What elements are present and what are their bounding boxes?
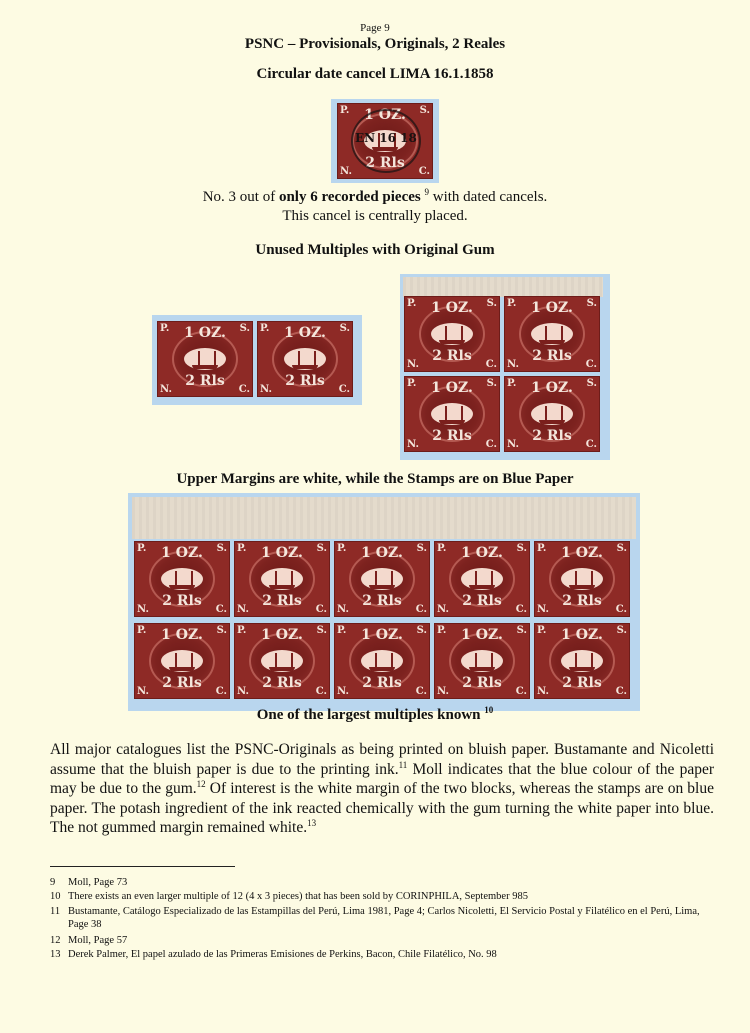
- upper-margin: [132, 497, 636, 539]
- stamp-block-of-four: [400, 274, 610, 460]
- stamp: 1 OZ. 2 Rls P. S. N. C.: [234, 541, 330, 617]
- footnote: 9 Moll, Page 73: [50, 877, 128, 888]
- footnote-divider: [50, 866, 235, 867]
- footnote: 11 Bustamante, Catálogo Especializado de las Estampillas del Perú, Lima 1981, Page 4; Carlos Nicoletti, El Servicio Postal y Filatélico en el Perú, Lima, Page 38: [50, 906, 700, 930]
- stamp: 1 OZ. 2 Rls P. S. N. C.: [534, 541, 630, 617]
- stamp-block-of-ten: [128, 493, 640, 711]
- stamp-pair: [152, 315, 362, 405]
- body-paragraph: All major catalogues list the PSNC-Originals as being printed on bluish paper. Bustamante and Nicoletti assume that the bluish paper is due to the printing ink.$^{11}$ Moll indicates that the blue colour of the paper may be due to the gum.$^{12}$ Of interest is the white margin of the two blocks, whereas the stamps are on blue paper. The potash ingredient of the ink reacted chemically with the gum turning the white paper into blue. The not gummed margin remained white.$^{13}$: [50, 741, 714, 836]
- stamp: 1 OZ. 2 Rls P. S. N. C.: [434, 541, 530, 617]
- stamp: 1 OZ. 2 Rls P. S. N. C.: [334, 541, 430, 617]
- single-stamp-frame: [331, 99, 439, 183]
- cancel-caption-line2: This cancel is centrally placed.: [282, 208, 468, 224]
- stamp-single-cancelled: 1 OZ. 2 Rls P. S. N. C. EN 16 18: [337, 103, 433, 179]
- margin-caption: Upper Margins are white, while the Stamps are on Blue Paper: [176, 471, 574, 487]
- page-title: PSNC – Provisionals, Originals, 2 Reales: [244, 36, 506, 52]
- stamp: 1 OZ. 2 Rls P. S. N. C.: [134, 541, 230, 617]
- stamp: 1 OZ. 2 Rls P. S. N. C.: [134, 623, 230, 699]
- stamp: 1 OZ. 2 Rls P. S. N. C.: [157, 321, 253, 397]
- footnote: 12 Moll, Page 57: [50, 935, 128, 946]
- page-number: Page 9: [360, 22, 390, 34]
- multiples-heading: Unused Multiples with Original Gum: [255, 242, 495, 258]
- stamp: 1 OZ. 2 Rls P. S. N. C.: [404, 296, 500, 372]
- cancel-caption-line1: No. 3 out of only 6 recorded pieces $^9$ with dated cancels.: [202, 187, 548, 205]
- cancel-heading: Circular date cancel LIMA 16.1.1858: [256, 66, 494, 82]
- stamp: 1 OZ. 2 Rls P. S. N. C.: [534, 623, 630, 699]
- cancel-text: EN 16 18: [355, 131, 417, 145]
- stamp: 1 OZ. 2 Rls P. S. N. C.: [434, 623, 530, 699]
- stamp: 1 OZ. 2 Rls P. S. N. C.: [404, 376, 500, 452]
- stamp: 1 OZ. 2 Rls P. S. N. C.: [257, 321, 353, 397]
- stamp: 1 OZ. 2 Rls P. S. N. C.: [334, 623, 430, 699]
- footnote: 10 There exists an even larger multiple of 12 (4 x 3 pieces) that has been sold by CORINPHILA, September 985: [50, 891, 528, 902]
- stamp: 1 OZ. 2 Rls P. S. N. C.: [504, 296, 600, 372]
- stamp: 1 OZ. 2 Rls P. S. N. C.: [234, 623, 330, 699]
- footnote: 13 Derek Palmer, El papel azulado de las Primeras Emisiones de Perkins, Bacon, Chile Filatélico, No. 98: [50, 949, 497, 960]
- upper-margin: [403, 277, 603, 297]
- stamp: 1 OZ. 2 Rls P. S. N. C.: [504, 376, 600, 452]
- large-multiple-caption: One of the largest multiples known $^{10}$: [256, 705, 494, 723]
